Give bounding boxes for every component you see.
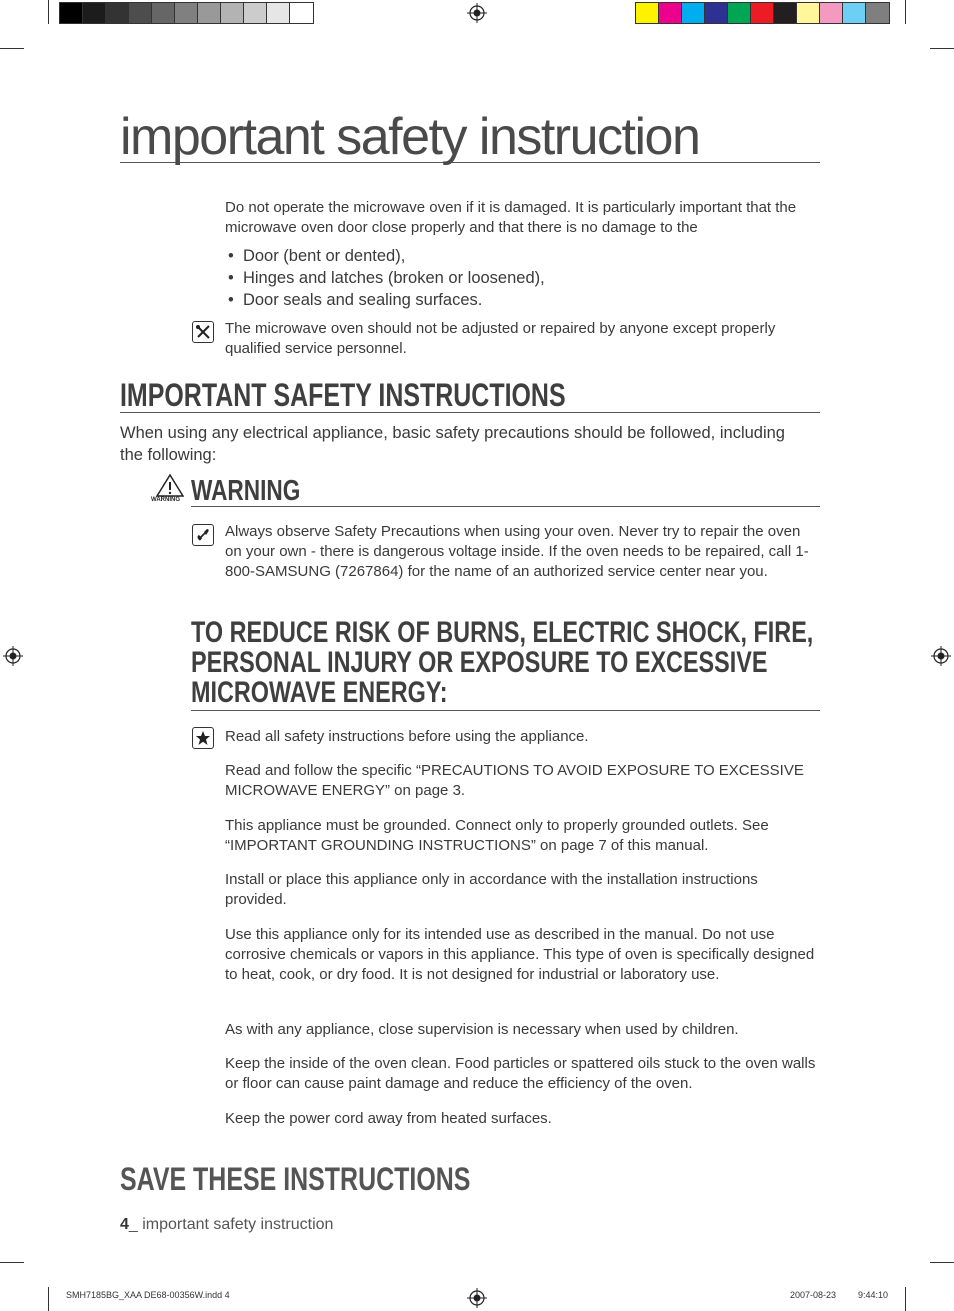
phone-icon [192,524,214,546]
color-swatch [705,3,728,23]
star-icon [192,727,214,749]
risk-heading: TO REDUCE RISK OF BURNS, ELECTRIC SHOCK, FIRE, PERSONAL INJURY OR EXPOSURE TO EXCESSIVE MICROWAVE ENERGY: [191,618,820,711]
list-item: • Door (bent or dented), [228,247,406,265]
list-item: Keep the power cord away from heated surfaces. [225,1110,552,1127]
crop-mark [0,48,24,49]
section-heading: IMPORTANT SAFETY INSTRUCTIONS [120,376,820,413]
crop-mark [930,48,954,49]
crop-mark [48,0,49,24]
intro-paragraph: Do not operate the microwave oven if it is damaged. It is particularly important that the microwave oven door close properly and that there is no damage to the [225,199,797,236]
list-item: • Hinges and latches (broken or loosened), [228,269,545,287]
color-swatch [129,3,152,23]
color-swatch [682,3,705,23]
page-title: important safety instruction [120,108,820,163]
section-intro: When using any electrical appliance, basic safety precautions should be followed, including the following: [120,424,785,464]
warning-triangle-icon [156,474,184,498]
process-color-bar [635,2,890,24]
color-swatch [221,3,244,23]
color-swatch [843,3,866,23]
footer-label: _ important safety instruction [128,1216,334,1233]
warning-text: Always observe Safety Precautions when using your oven. Never try to repair the oven on your own - there is dangerous voltage inside. If the oven needs to be repaired, call 1-800-SAMSUNG (7267864) for the name of an authorized service center near you. [225,523,809,580]
slug-time: 9:44:10 [858,1290,889,1300]
page-number: 4 [120,1216,129,1233]
color-swatch [636,3,659,23]
registration-mark-icon [467,3,487,23]
color-swatch [866,3,889,23]
color-swatch [60,3,83,23]
color-swatch [83,3,106,23]
color-swatch [774,3,797,23]
color-swatch [290,3,313,23]
list-item: This appliance must be grounded. Connect only to properly grounded outlets. See “IMPORTANT GROUNDING INSTRUCTIONS” on page 7 of this manual. [225,817,769,854]
list-item: • Door seals and sealing surfaces. [228,291,483,309]
color-swatch [728,3,751,23]
color-swatch [175,3,198,23]
color-swatch [659,3,682,23]
color-swatch [244,3,267,23]
list-item: Read all safety instructions before using the appliance. [225,728,589,745]
registration-mark-icon [3,646,23,666]
color-swatch [751,3,774,23]
gray-color-bar [59,2,314,24]
color-swatch [198,3,221,23]
slug-filename: SMH7185BG_XAA DE68-00356W.indd 4 [66,1290,230,1300]
color-swatch [820,3,843,23]
list-item: Keep the inside of the oven clean. Food particles or spattered oils stuck to the oven walls or floor can cause paint damage and reduce the efficiency of the oven. [225,1055,816,1092]
save-instructions-heading: SAVE THESE INSTRUCTIONS [120,1161,471,1197]
slug-date: 2007-08-23 [790,1290,837,1300]
color-swatch [152,3,175,23]
color-swatch [106,3,129,23]
damage-list [228,245,545,311]
registration-mark-icon [467,1288,487,1308]
warning-icon-caption: WARNING [151,497,180,503]
registration-mark-icon [931,646,951,666]
list-item: Read and follow the specific “PRECAUTIONS TO AVOID EXPOSURE TO EXCESSIVE MICROWAVE ENERGY” on page 3. [225,762,804,799]
list-item: Use this appliance only for its intended use as described in the manual. Do not use corrosive chemicals or vapors in this appliance. This type of oven is specifically designed to heat, cook, or dry food. It is not designed for industrial or laboratory use. [225,926,815,983]
list-item: Install or place this appliance only in accordance with the installation instructions provided. [225,871,758,908]
list-item: As with any appliance, close supervision is necessary when used by children. [225,1021,739,1038]
service-tools-icon [192,321,214,343]
crop-mark [48,1287,49,1311]
crop-mark [930,1262,954,1263]
color-swatch [267,3,290,23]
warning-heading: WARNING [191,474,820,507]
crop-mark [0,1262,24,1263]
page-footer [120,1216,333,1234]
crop-mark [905,0,906,24]
service-note: The microwave oven should not be adjusted or repaired by anyone except properly qualified service personnel. [225,320,776,357]
crop-mark [905,1287,906,1311]
color-swatch [797,3,820,23]
